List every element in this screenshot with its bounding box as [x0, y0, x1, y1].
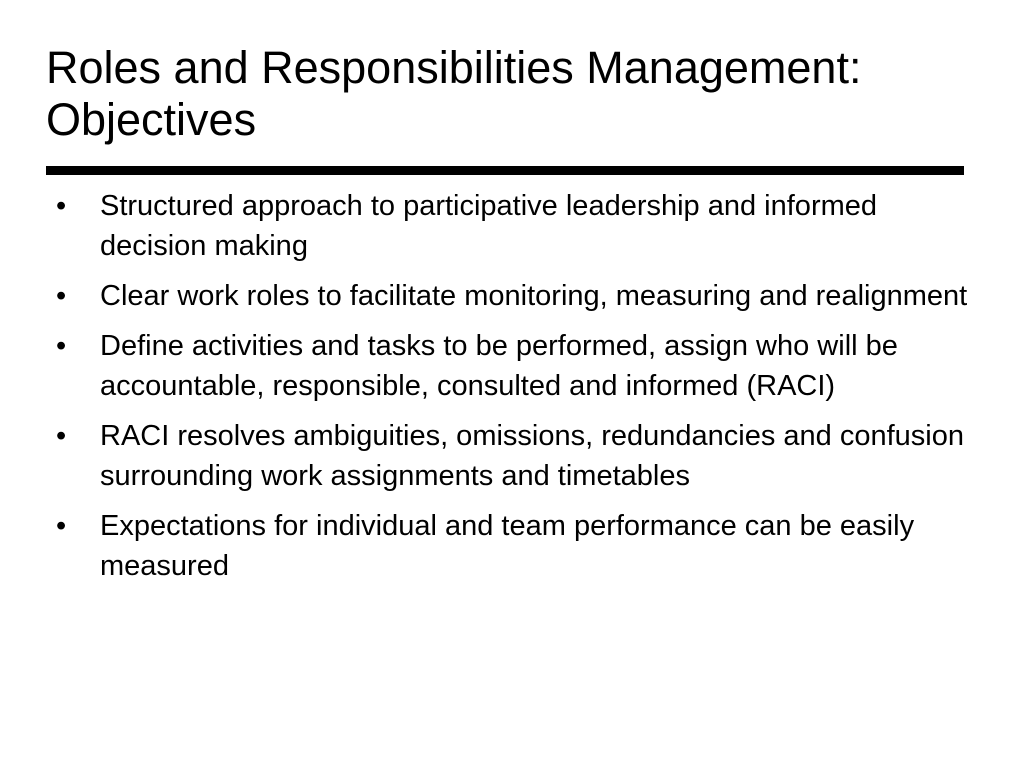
slide-title: Roles and Responsibilities Management: Objectives — [46, 42, 862, 145]
bullet-item — [56, 186, 976, 266]
bullet-icon: • — [56, 330, 67, 362]
bullet-icon: • — [56, 190, 67, 222]
bullet-text: Clear work roles to facilitate monitoring, measuring and realignment — [100, 280, 968, 312]
bullet-text: Expectations for individual and team performance can be easily measured — [100, 510, 915, 582]
bullet-icon: • — [56, 280, 67, 312]
bullet-item — [56, 416, 976, 496]
bullet-text: Structured approach to participative leadership and informed decision making — [100, 190, 878, 262]
bullet-icon: • — [56, 420, 67, 452]
bullet-item — [56, 506, 976, 586]
bullet-text: RACI resolves ambiguities, omissions, redundancies and confusion surrounding work assignments and timetables — [100, 420, 964, 492]
bullet-text: Define activities and tasks to be performed, assign who will be accountable, responsible, consulted and informed (RACI) — [100, 330, 898, 402]
bullet-item — [56, 326, 976, 406]
bullet-list — [56, 186, 976, 596]
bullet-item — [56, 276, 976, 316]
bullet-icon: • — [56, 510, 67, 542]
title-divider — [46, 166, 964, 175]
